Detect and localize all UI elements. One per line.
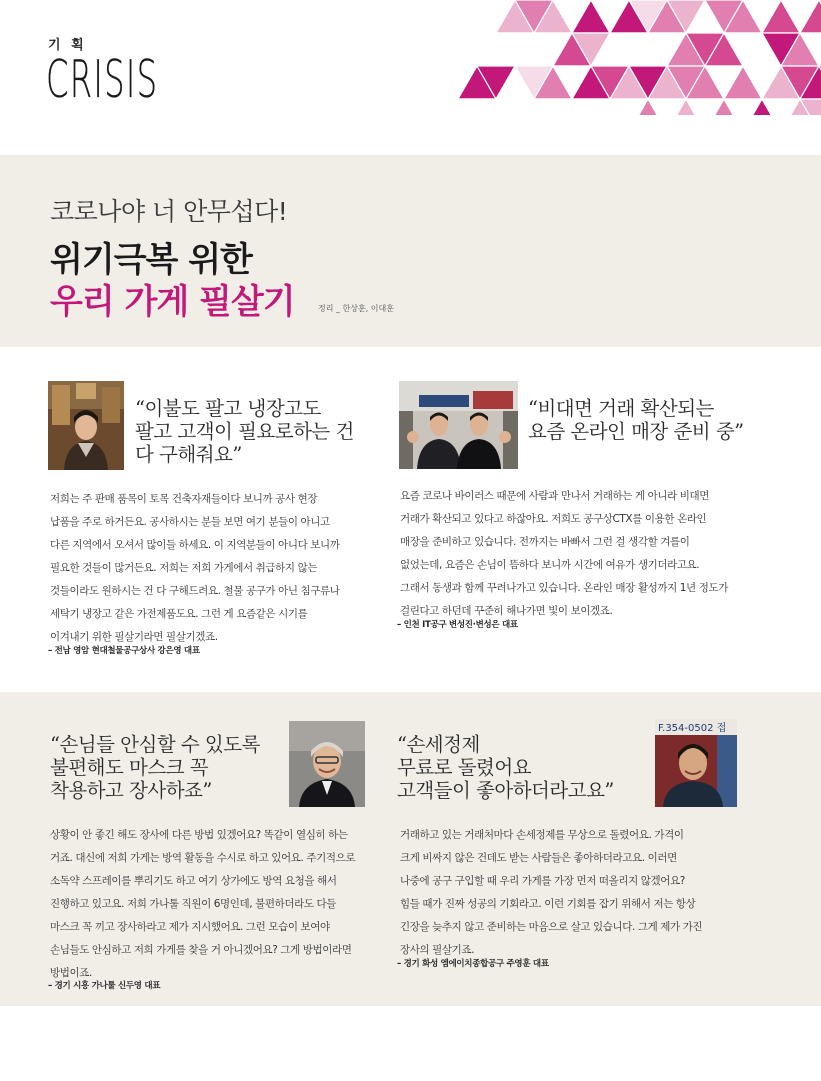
section-kicker: 기 획 bbox=[48, 38, 87, 53]
story1-signature: – 전남 영암 현대철물공구상사 강은영 대표 bbox=[48, 646, 200, 656]
story3-signature: – 경기 시흥 가나툴 신두영 대표 bbox=[48, 981, 161, 991]
feature-title-line1: 위기극복 위한 bbox=[50, 240, 252, 280]
triangle-pattern bbox=[420, 0, 821, 115]
story3-body: 상황이 안 좋긴 해도 장사에 다른 방법 있겠어요? 똑같이 열심히 하는 거죠. 대신에 저희 가게는 방역 활동을 수시로 하고 있어요. 주기적으로 소독약 스프레이를 뿌리기도 하고 여기 상가에도 방역 요청을 해서 진행하고 있고요. 저희 가나툴 직원이 6명인데, 불편하더라도 다들 마스크 꼭 끼고 장사하라고 제가 지시했어요. 그런 모습이 보여야 손님들도 안심하고 저희 가게를 찾을 거 아니겠어요? 그게 방법이라면 방법이죠. bbox=[50, 829, 356, 979]
portrait-photo-2 bbox=[399, 381, 518, 469]
photo4-sign: F.354-0502 접 bbox=[658, 723, 727, 734]
story2-quote: “비대면 거래 확산되는 요즘 온라인 매장 준비 중” bbox=[528, 397, 744, 443]
page-header bbox=[0, 0, 821, 155]
feature-title-line2: 우리 가게 필살기 bbox=[50, 282, 295, 322]
section-title: CRISIS bbox=[46, 50, 159, 110]
byline: 정리 _ 한상훈, 이대훈 bbox=[318, 304, 394, 313]
feature-subtitle: 코로나야 너 안무섭다! bbox=[50, 197, 288, 226]
portrait-photo-3 bbox=[289, 721, 365, 807]
story4-body: 거래하고 있는 거래처마다 손세정제를 무상으로 돌렸어요. 가격이 크게 비싸지 않은 건데도 받는 사람들은 좋아하더라고요. 이러면 나중에 공구 구입할 때 우리 가게를 가장 먼저 떠올리지 않겠어요? 힘들 때가 진짜 성공의 기회라고. 이런 기회를 잡기 위해서 저는 항상 긴장을 늦추지 않고 준비하는 마음으로 살고 있습니다. 그게 제가 가진 장사의 필살기죠. bbox=[400, 829, 703, 956]
portrait-photo-4 bbox=[655, 719, 737, 807]
story2-body: 요즘 코로나 바이러스 때문에 사람과 만나서 거래하는 게 아니라 비대면 거래가 확산되고 있다고 하잖아요. 저희도 공구상CTX를 이용한 온라인 매장을 준비하고 있습니다. 전까지는 바빠서 그런 걸 생각할 겨를이 없었는데, 요즘은 손님이 뜸하다 보니까 시간에 여유가 생기더라고요. 그래서 동생과 함께 꾸려나가고 있습니다. 온라인 매장 활성까지 1년 정도가 걸린다고 하던데 꾸준히 해나가면 빛이 보이겠죠. bbox=[400, 490, 728, 617]
story1-quote: “이불도 팔고 냉장고도 팔고 고객이 필요로하는 건 다 구해줘요” bbox=[135, 397, 354, 466]
story1-body: 저희는 주 판매 품목이 토목 건축자재들이다 보니까 공사 현장 납품을 주로 하거든요. 공사하시는 분들 보면 여기 분들이 아니고 다른 지역에서 오셔서 많이들 하세요. 이 지역분들이 아니다 보니까 필요한 것들이 많거든요. 저희는 저희 가게에서 취급하지 않는 것들이라도 원하시는 건 다 구해드려요. 철물 공구가 아닌 침구류나 세탁기 냉장고 같은 가전제품도요. 그런 게 요즘같은 시기를 이겨내기 위한 필살기라면 필살기겠죠. bbox=[50, 493, 340, 643]
story4-signature: – 경기 화성 엠에이치종합공구 주영훈 대표 bbox=[397, 959, 549, 969]
story2-signature: – 인천 IT공구 변성진·변성은 대표 bbox=[397, 620, 518, 630]
story3-quote: “손님들 안심할 수 있도록 불편해도 마스크 꼭 착용하고 장사하죠” bbox=[50, 733, 260, 802]
portrait-photo-1 bbox=[48, 381, 124, 470]
story4-quote: “손세정제 무료로 돌렸어요 고객들이 좋아하더라고요” bbox=[397, 733, 614, 802]
